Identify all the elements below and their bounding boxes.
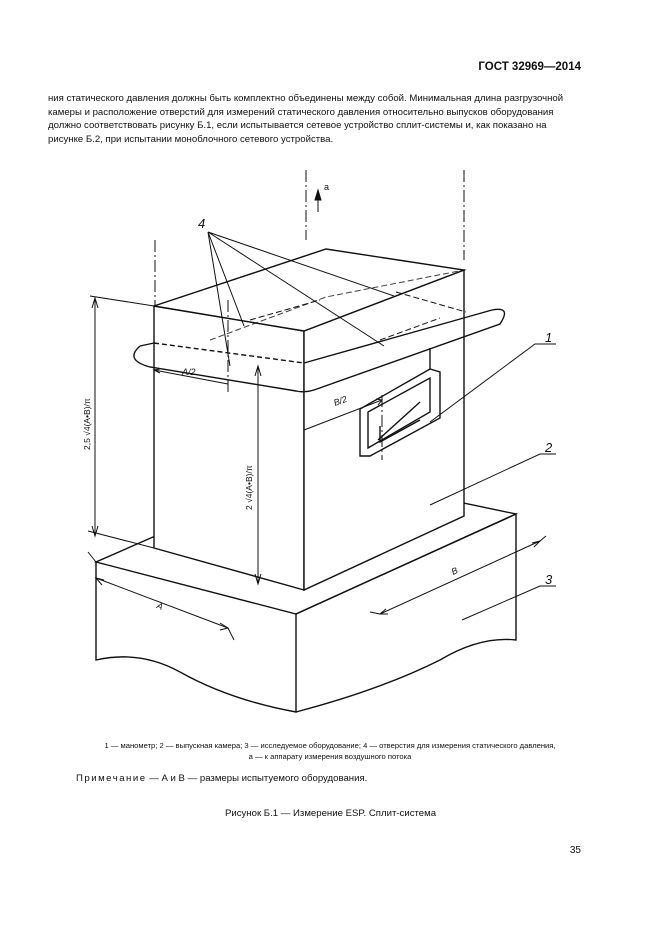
equipment-front-face bbox=[96, 562, 296, 712]
legend-line: а — к аппарату измерения воздушного потока bbox=[248, 752, 412, 761]
callout-1: 1 bbox=[545, 330, 553, 345]
body-line: ния статического давления должны быть комплектно объединены между собой. Минимальная длина разгрузочной bbox=[48, 93, 564, 104]
chamber-front-face bbox=[154, 306, 304, 590]
note-text: — А и В — размеры испытуемого оборудования. bbox=[146, 773, 368, 784]
dim-a-half-label: A/2 bbox=[182, 367, 196, 377]
callout-2: 2 bbox=[545, 440, 553, 455]
note bbox=[76, 773, 367, 784]
legend-line: 1 — манометр; 2 — выпускная камера; 3 — исследуемое оборудование; 4 — отверстия для измерения статического давления, bbox=[104, 741, 556, 750]
dim-a-label: A bbox=[155, 600, 165, 612]
body-paragraph bbox=[48, 92, 582, 146]
callout-3: 3 bbox=[545, 572, 553, 587]
dim-b-label: B bbox=[449, 565, 460, 577]
standard-code: ГОСТ 32969—2014 bbox=[478, 61, 581, 73]
callout-4: 4 bbox=[198, 216, 206, 231]
arrow-a-label: a bbox=[324, 182, 330, 192]
page-number: 35 bbox=[569, 845, 581, 856]
body-line: рисунке Б.2, при испытании моноблочного сетевого устройства. bbox=[48, 133, 334, 145]
dim-height-outer-label: 2,5 √4(A•B)/π bbox=[82, 398, 92, 450]
technical-drawing bbox=[0, 160, 661, 735]
figure-legend bbox=[40, 740, 620, 762]
dim-height-inner-label: 2 √4(A•B)/π bbox=[244, 465, 254, 510]
body-line: должно соответствовать рисунку Б.1, если испытывается сетевое устройство сплит-системы и, как показано на bbox=[48, 120, 547, 132]
note-prefix: Примечание bbox=[76, 773, 147, 784]
body-line: камеры и расположение отверстий для измерений статического давления относительно выпусков оборудования bbox=[48, 106, 554, 118]
figure-caption: Рисунок Б.1 — Измерение ESP. Сплит-система bbox=[224, 808, 437, 819]
dim-b-half-label: B/2 bbox=[332, 393, 349, 408]
